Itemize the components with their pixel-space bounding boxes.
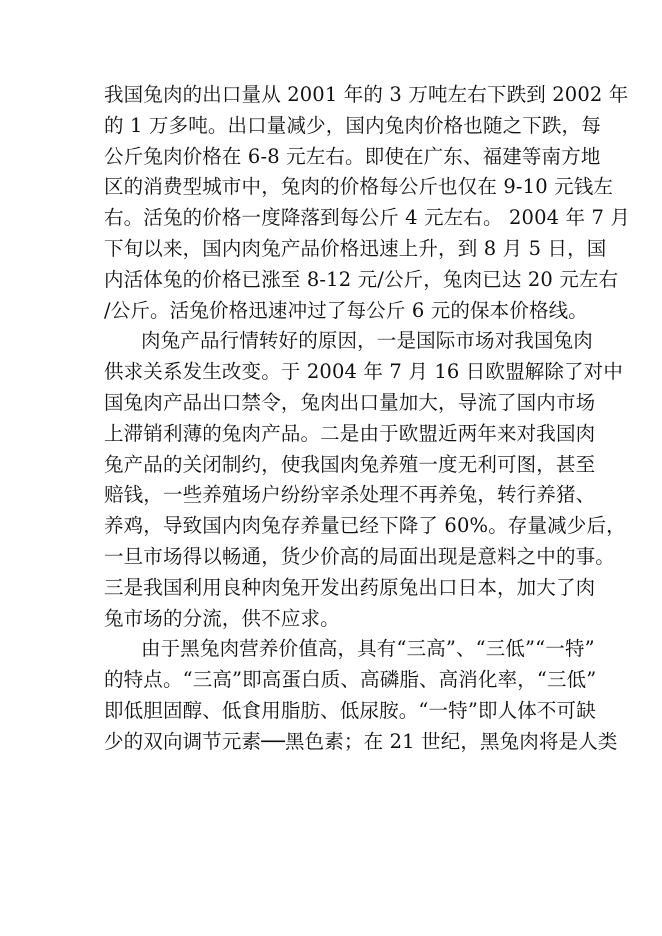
text-line: 右。活兔的价格一度降落到每公斤 4 元左右。 2004 年 7 月 — [104, 206, 631, 230]
text-line: 由于黑兔肉营养价值高，具有“三高”、“三低”“一特” — [141, 637, 595, 661]
text-line: /公斤。活兔价格迅速冲过了每公斤 6 元的保本价格线。 — [104, 298, 588, 322]
text-line: 下旬以来，国内肉兔产品价格迅速上升，到 8 月 5 日，国 — [104, 236, 607, 260]
text-line: 上滞销利薄的兔肉产品。二是由于欧盟近两年来对我国肉 — [104, 421, 596, 445]
text-line: 兔市场的分流，供不应求。 — [104, 606, 340, 630]
text-line: 肉兔产品行情转好的原因，一是国际市场对我国兔肉 — [141, 329, 593, 353]
text-line: 养鸡，导致国内肉兔存养量已经下降了 60%。存量减少后， — [104, 514, 626, 538]
text-line: 兔产品的关闭制约，使我国肉兔养殖一度无利可图，甚至 — [104, 452, 596, 476]
text-line: 内活体兔的价格已涨至 8-12 元/公斤，兔肉已达 20 元左右 — [104, 267, 619, 291]
text-line: 国兔肉产品出口禁令，兔肉出口量加大，导流了国内市场 — [104, 390, 596, 414]
text-line: 赔钱，一些养殖场户纷纷宰杀处理不再养兔，转行养猪、 — [104, 483, 596, 507]
text-line: 的 1 万多吨。出口量减少，国内兔肉价格也随之下跌，每 — [104, 113, 601, 137]
text-line: 的特点。“三高”即高蛋白质、高磷脂、高消化率，“三低” — [104, 668, 597, 692]
text-line: 少的双向调节元素──黑色素；在 21 世纪，黑兔肉将是人类 — [104, 729, 618, 753]
text-line: 一旦市场得以畅通，货少价高的局面出现是意料之中的事。 — [104, 544, 615, 568]
paragraph-market-recovery-reasons — [104, 326, 626, 634]
text-line: 即低胆固醇、低食用脂肪、低尿胺。“一特”即人体不可缺 — [104, 698, 596, 722]
text-line: 公斤兔肉价格在 6-8 元左右。即使在广东、福建等南方地 — [104, 144, 601, 168]
text-line: 我国兔肉的出口量从 2001 年的 3 万吨左右下跌到 2002 年 — [104, 83, 629, 106]
text-line: 供求关系发生改变。于 2004 年 7 月 16 日欧盟解除了对中 — [104, 360, 623, 384]
paragraph-rabbit-export-prices — [104, 80, 631, 326]
text-line: 区的消费型城市中，兔肉的价格每公斤也仅在 9-10 元钱左 — [104, 175, 614, 199]
text-line: 三是我国利用良种肉兔开发出药原兔出口日本，加大了肉 — [104, 575, 596, 599]
paragraph-black-rabbit-nutrition — [104, 634, 618, 757]
document-body — [104, 80, 631, 758]
